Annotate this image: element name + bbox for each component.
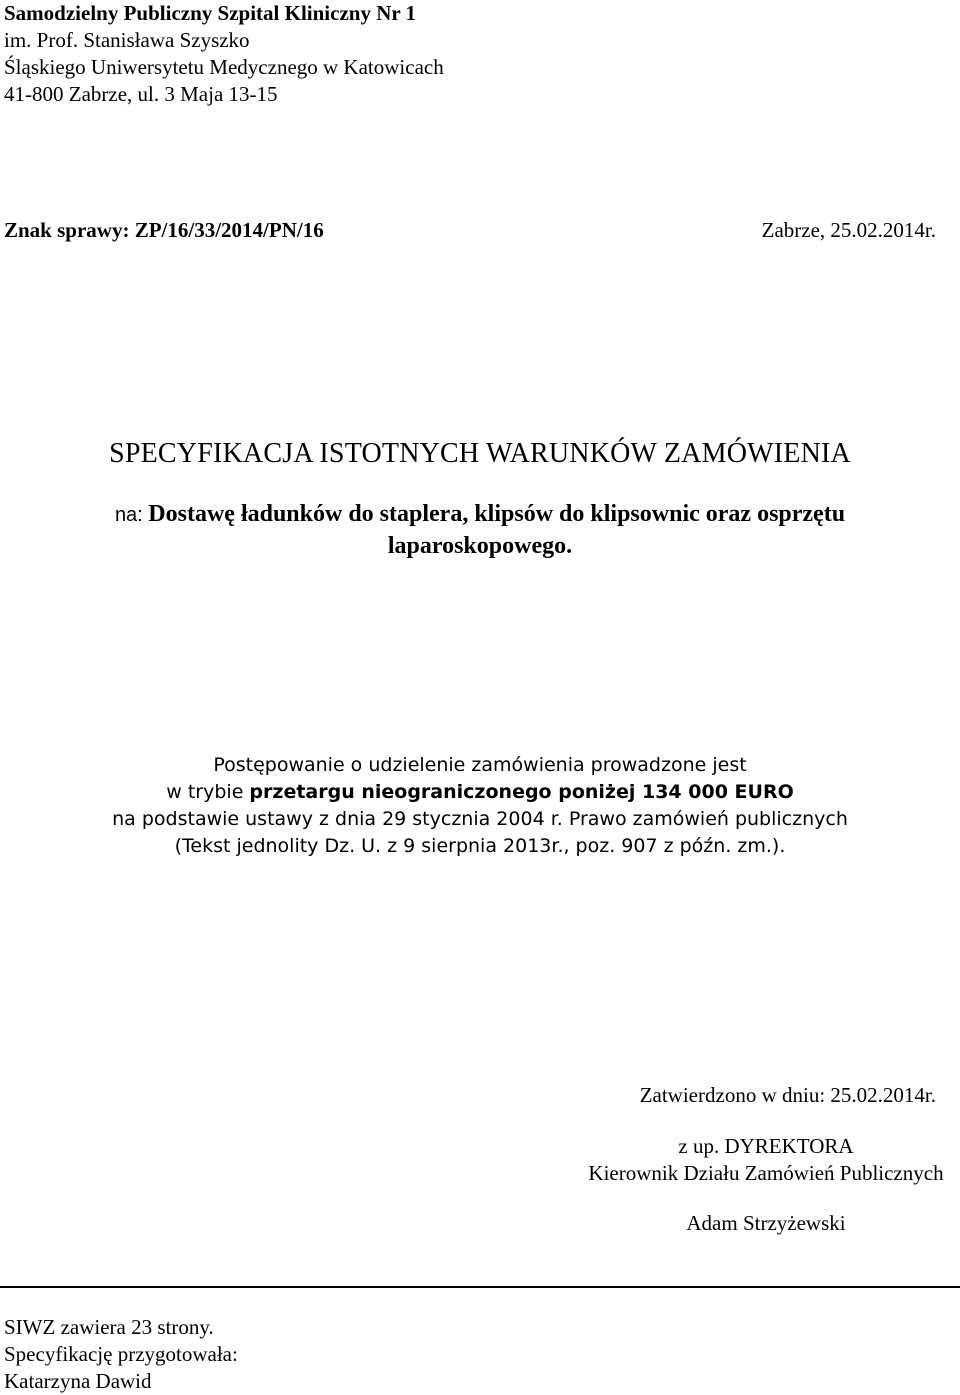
- case-reference-number: ZP/16/33/2014/PN/16: [134, 218, 324, 242]
- procedure-line-2: [0, 779, 960, 806]
- procedure-line-3: na podstawie ustawy z dnia 29 stycznia 2004 r. Prawo zamówień publicznych: [112, 808, 848, 830]
- order-subject-prefix: na:: [114, 504, 149, 526]
- procedure-mode: przetargu nieograniczonego poniżej 134 000 EURO: [249, 781, 794, 803]
- prepared-by-name: Katarzyna Dawid: [4, 1369, 152, 1393]
- institution-patron-line: im. Prof. Stanisława Szyszko: [4, 28, 250, 52]
- footer-divider: [0, 1286, 960, 1288]
- signature-authority: z up. DYREKTORA: [678, 1134, 854, 1158]
- procedure-line-4: (Tekst jednolity Dz. U. z 9 sierpnia 2013r., poz. 907 z późn. zm.).: [174, 835, 786, 857]
- institution-header: [4, 0, 444, 108]
- procedure-description: [0, 752, 960, 860]
- institution-name-line: Samodzielny Publiczny Szpital Kliniczny Nr 1: [4, 1, 417, 25]
- case-reference-label: Znak sprawy:: [4, 218, 135, 242]
- order-subject: [60, 499, 900, 562]
- document-footer: [4, 1314, 238, 1395]
- place-and-date: Zabrze, 25.02.2014r.: [761, 218, 936, 242]
- procedure-mode-prefix: w trybie: [166, 781, 250, 803]
- document-title: SPECYFIKACJA ISTOTNYCH WARUNKÓW ZAMÓWIENIA: [109, 438, 851, 469]
- page-count: SIWZ zawiera 23 strony.: [4, 1315, 214, 1339]
- approval-date: Zatwierdzono w dniu: 25.02.2014r.: [639, 1083, 936, 1107]
- institution-university-line: Śląskiego Uniwersytetu Medycznego w Katowicach: [4, 55, 444, 79]
- prepared-by-label: Specyfikację przygotowała:: [4, 1342, 238, 1366]
- case-reference: [4, 217, 324, 244]
- procedure-line-1: Postępowanie o udzielenie zamówienia prowadzone jest: [213, 754, 747, 776]
- signature-block: [576, 1133, 956, 1237]
- signatory-name: Adam Strzyżewski: [686, 1211, 846, 1235]
- order-subject-text: Dostawę ładunków do staplera, klipsów do klipsownic oraz osprzętu laparoskopowego.: [148, 501, 846, 559]
- signature-position: Kierownik Działu Zamówień Publicznych: [588, 1161, 944, 1185]
- institution-address-line: 41-800 Zabrze, ul. 3 Maja 13-15: [4, 82, 278, 106]
